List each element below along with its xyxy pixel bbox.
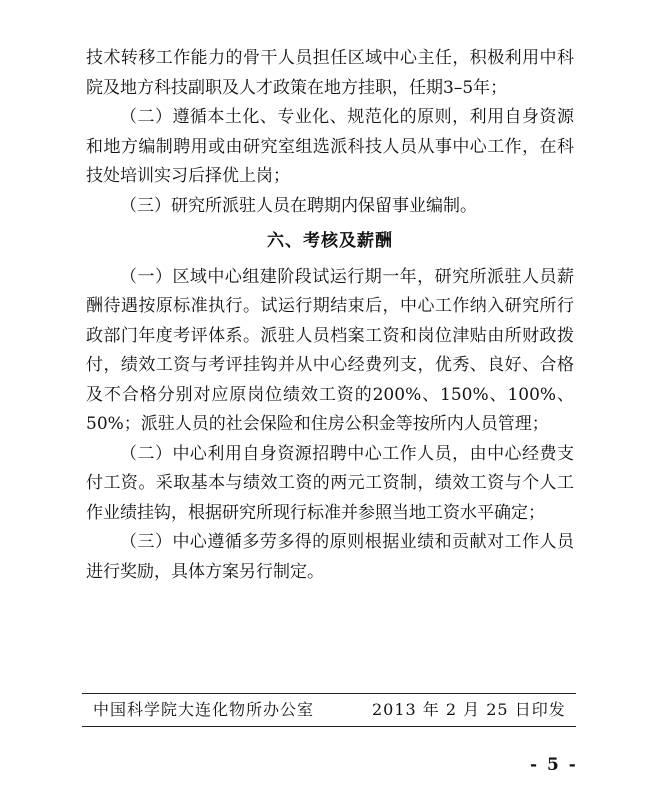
paragraph-item-2: （二）遵循本土化、专业化、规范化的原则，利用自身资源和地方编制聘用或由研究室组选派科技人员从事中心工作，在科技处培训实习后择优上岗； <box>86 107 574 186</box>
section-heading: 六、考核及薪酬 <box>267 231 393 251</box>
paragraph-item-3: （三）研究所派驻人员在聘期内保留事业编制。 <box>120 195 477 216</box>
footer-issuer: 中国科学院大连化物所办公室 <box>93 700 315 719</box>
footer-date: 2013 年 2 月 25 日印发 <box>372 700 566 719</box>
paragraph-continued: 技术转移工作能力的骨干人员担任区域中心主任，积极利用中科院及地方科技副职及人才政策在地方挂职，任期3–5年； <box>86 48 574 98</box>
section-paragraph-1: （一）区域中心组建阶段试运行期一年，研究所派驻人员薪酬待遇按原标准执行。试运行期结束后，中心工作纳入研究所行政部门年度考评体系。派驻人员档案工资和岗位津贴由所财政拨付，绩效工资与考评挂钩并从中心经费列支，优秀、良好、合格及不合格分别对应原岗位绩效工资的200%、150%、100%、50%；派驻人员的社会保险和住房公积金等按所内人员管理； <box>86 266 574 434</box>
footer-divider-top <box>82 693 576 694</box>
page-number: - 5 - <box>530 755 578 775</box>
section-paragraph-3: （三）中心遵循多劳多得的原则根据业绩和贡献对工作人员进行奖励，具体方案另行制定。 <box>86 532 574 582</box>
body-text <box>86 44 574 587</box>
footer-divider-bottom <box>82 726 576 727</box>
section-paragraph-2: （二）中心利用自身资源招聘中心工作人员，由中心经费支付工资。采取基本与绩效工资的两元工资制，绩效工资与个人工作业绩挂钩，根据研究所现行标准并参照当地工资水平确定； <box>86 443 574 523</box>
